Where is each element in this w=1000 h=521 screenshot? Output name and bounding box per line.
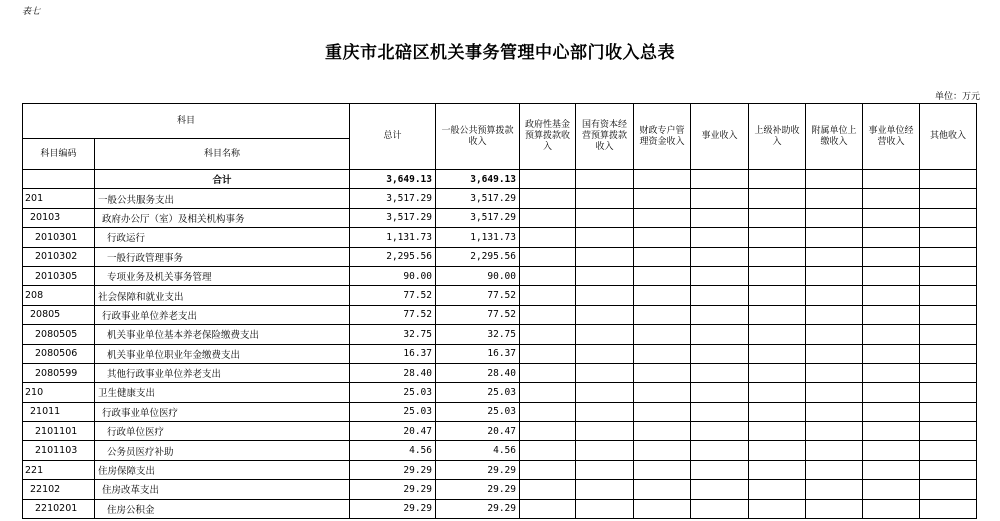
empty-cell	[806, 363, 863, 382]
table-row	[23, 266, 977, 285]
empty-cell	[520, 480, 576, 499]
empty-cell	[806, 228, 863, 247]
empty-cell	[863, 402, 920, 421]
empty-cell	[920, 208, 977, 227]
row-name: 住房保障支出	[95, 460, 350, 479]
row-code: 22102	[23, 480, 95, 499]
empty-cell	[749, 402, 806, 421]
empty-cell	[749, 325, 806, 344]
total-row	[23, 170, 977, 189]
header-fiscal-special: 财政专户管理资金收入	[634, 104, 691, 170]
empty-cell	[920, 422, 977, 441]
header-code: 科目编码	[23, 139, 95, 170]
empty-cell	[634, 460, 691, 479]
row-general-budget: 77.52	[436, 286, 520, 305]
row-general-budget: 1,131.73	[436, 228, 520, 247]
empty-cell	[691, 266, 749, 285]
row-code: 221	[23, 460, 95, 479]
empty-cell	[691, 441, 749, 460]
row-general-budget: 29.29	[436, 460, 520, 479]
row-name: 社会保障和就业支出	[95, 286, 350, 305]
empty-cell	[691, 422, 749, 441]
row-total: 90.00	[350, 266, 436, 285]
empty-cell	[749, 286, 806, 305]
table-row	[23, 325, 977, 344]
empty-cell	[863, 383, 920, 402]
empty-cell	[691, 170, 749, 189]
empty-cell	[806, 460, 863, 479]
empty-cell	[634, 325, 691, 344]
empty-cell	[749, 363, 806, 382]
empty-cell	[576, 422, 634, 441]
empty-cell	[576, 499, 634, 518]
row-code: 21011	[23, 402, 95, 421]
row-general-budget: 2,295.56	[436, 247, 520, 266]
empty-cell	[691, 344, 749, 363]
empty-cell	[691, 499, 749, 518]
empty-cell	[576, 305, 634, 324]
empty-cell	[806, 247, 863, 266]
empty-cell	[863, 499, 920, 518]
row-total: 3,517.29	[350, 208, 436, 227]
empty-cell	[749, 189, 806, 208]
empty-cell	[920, 499, 977, 518]
header-affiliated: 附属单位上缴收入	[806, 104, 863, 170]
empty-cell	[634, 480, 691, 499]
empty-cell	[863, 286, 920, 305]
empty-cell	[749, 170, 806, 189]
header-general-budget: 一般公共预算拨款收入	[436, 104, 520, 170]
empty-cell	[520, 170, 576, 189]
row-code: 208	[23, 286, 95, 305]
empty-cell	[634, 402, 691, 421]
empty-cell	[576, 170, 634, 189]
row-general-budget: 29.29	[436, 499, 520, 518]
empty-cell	[691, 402, 749, 421]
row-code: 2080599	[23, 363, 95, 382]
page-title: 重庆市北碚区机关事务管理中心部门收入总表	[325, 43, 675, 63]
row-name: 住房公积金	[95, 499, 350, 518]
row-name: 政府办公厅（室）及相关机构事务	[95, 208, 350, 227]
row-code: 210	[23, 383, 95, 402]
empty-cell	[920, 441, 977, 460]
empty-cell	[806, 266, 863, 285]
empty-cell	[520, 266, 576, 285]
empty-cell	[806, 208, 863, 227]
empty-cell	[749, 499, 806, 518]
table-row	[23, 460, 977, 479]
row-code: 2080506	[23, 344, 95, 363]
empty-cell	[691, 189, 749, 208]
header-state-capital: 国有资本经营预算拨款收入	[576, 104, 634, 170]
empty-cell	[863, 441, 920, 460]
empty-cell	[634, 286, 691, 305]
total-label: 合计	[95, 170, 350, 189]
row-total: 32.75	[350, 325, 436, 344]
header-subject: 科目	[23, 104, 350, 139]
empty-cell	[920, 189, 977, 208]
table-row	[23, 247, 977, 266]
empty-cell	[691, 325, 749, 344]
empty-cell	[576, 363, 634, 382]
empty-cell	[863, 247, 920, 266]
empty-cell	[749, 441, 806, 460]
empty-cell	[576, 480, 634, 499]
empty-cell	[749, 228, 806, 247]
row-general-budget: 4.56	[436, 441, 520, 460]
empty-cell	[863, 305, 920, 324]
row-name: 其他行政事业单位养老支出	[95, 363, 350, 382]
empty-cell	[920, 228, 977, 247]
row-total: 28.40	[350, 363, 436, 382]
row-code: 201	[23, 189, 95, 208]
total-general-budget: 3,649.13	[436, 170, 520, 189]
empty-cell	[806, 402, 863, 421]
empty-cell	[576, 344, 634, 363]
table-row	[23, 499, 977, 518]
empty-cell	[634, 441, 691, 460]
empty-cell	[749, 422, 806, 441]
empty-cell	[576, 228, 634, 247]
empty-cell	[691, 480, 749, 499]
empty-cell	[863, 189, 920, 208]
header-business: 事业收入	[691, 104, 749, 170]
empty-cell	[520, 460, 576, 479]
row-name: 机关事业单位职业年金缴费支出	[95, 344, 350, 363]
row-name: 公务员医疗补助	[95, 441, 350, 460]
empty-cell	[920, 325, 977, 344]
row-total: 29.29	[350, 460, 436, 479]
row-name: 行政事业单位医疗	[95, 402, 350, 421]
empty-cell	[634, 266, 691, 285]
empty-cell	[920, 383, 977, 402]
empty-cell	[691, 460, 749, 479]
row-total: 3,517.29	[350, 189, 436, 208]
empty-cell	[520, 422, 576, 441]
empty-cell	[520, 208, 576, 227]
empty-cell	[749, 266, 806, 285]
empty-cell	[920, 344, 977, 363]
empty-cell	[634, 247, 691, 266]
unit-label: 单位：万元	[934, 92, 980, 102]
empty-cell	[806, 286, 863, 305]
row-general-budget: 90.00	[436, 266, 520, 285]
empty-cell	[576, 266, 634, 285]
row-code: 2101103	[23, 441, 95, 460]
empty-cell	[806, 441, 863, 460]
empty-cell	[920, 460, 977, 479]
empty-cell	[863, 344, 920, 363]
table-row	[23, 344, 977, 363]
empty-cell	[749, 480, 806, 499]
row-total: 25.03	[350, 383, 436, 402]
empty-cell	[863, 208, 920, 227]
row-general-budget: 29.29	[436, 480, 520, 499]
row-code: 2080505	[23, 325, 95, 344]
row-code: 20805	[23, 305, 95, 324]
row-general-budget: 20.47	[436, 422, 520, 441]
row-name: 住房改革支出	[95, 480, 350, 499]
empty-cell	[806, 480, 863, 499]
empty-cell	[691, 383, 749, 402]
empty-cell	[691, 247, 749, 266]
row-code: 2210201	[23, 499, 95, 518]
table-row	[23, 402, 977, 421]
empty-cell	[920, 266, 977, 285]
row-general-budget: 3,517.29	[436, 208, 520, 227]
empty-cell	[863, 422, 920, 441]
empty-cell	[863, 363, 920, 382]
empty-cell	[520, 325, 576, 344]
row-total: 4.56	[350, 441, 436, 460]
empty-cell	[520, 228, 576, 247]
table-row	[23, 305, 977, 324]
empty-cell	[576, 286, 634, 305]
empty-cell	[520, 286, 576, 305]
empty-cell	[920, 402, 977, 421]
table-row	[23, 208, 977, 227]
row-name: 行政单位医疗	[95, 422, 350, 441]
empty-cell	[520, 344, 576, 363]
empty-cell	[576, 325, 634, 344]
header-name: 科目名称	[95, 139, 350, 170]
row-total: 2,295.56	[350, 247, 436, 266]
row-name: 行政运行	[95, 228, 350, 247]
table-row	[23, 441, 977, 460]
empty-cell	[749, 247, 806, 266]
row-total: 25.03	[350, 402, 436, 421]
row-general-budget: 3,517.29	[436, 189, 520, 208]
table-row	[23, 286, 977, 305]
table-row	[23, 422, 977, 441]
empty-cell	[520, 305, 576, 324]
empty-cell	[520, 247, 576, 266]
empty-cell	[749, 344, 806, 363]
table-number: 表七	[22, 7, 41, 17]
total-code-cell	[23, 170, 95, 189]
empty-cell	[576, 402, 634, 421]
empty-cell	[749, 305, 806, 324]
empty-cell	[806, 383, 863, 402]
empty-cell	[634, 228, 691, 247]
total-total: 3,649.13	[350, 170, 436, 189]
row-general-budget: 32.75	[436, 325, 520, 344]
empty-cell	[634, 305, 691, 324]
empty-cell	[634, 170, 691, 189]
empty-cell	[806, 422, 863, 441]
empty-cell	[576, 189, 634, 208]
empty-cell	[863, 480, 920, 499]
row-code: 2010301	[23, 228, 95, 247]
empty-cell	[634, 363, 691, 382]
empty-cell	[634, 189, 691, 208]
empty-cell	[863, 460, 920, 479]
empty-cell	[920, 247, 977, 266]
row-code: 2010302	[23, 247, 95, 266]
empty-cell	[863, 325, 920, 344]
empty-cell	[863, 170, 920, 189]
empty-cell	[806, 499, 863, 518]
row-total: 77.52	[350, 305, 436, 324]
row-total: 29.29	[350, 499, 436, 518]
empty-cell	[576, 383, 634, 402]
empty-cell	[749, 460, 806, 479]
table-row	[23, 383, 977, 402]
empty-cell	[691, 305, 749, 324]
header-total: 总计	[350, 104, 436, 170]
table-row	[23, 228, 977, 247]
row-total: 1,131.73	[350, 228, 436, 247]
row-name: 一般行政管理事务	[95, 247, 350, 266]
row-name: 专项业务及机关事务管理	[95, 266, 350, 285]
row-total: 16.37	[350, 344, 436, 363]
header-superior-subsidy: 上级补助收入	[749, 104, 806, 170]
empty-cell	[634, 499, 691, 518]
empty-cell	[806, 344, 863, 363]
empty-cell	[920, 480, 977, 499]
empty-cell	[576, 247, 634, 266]
row-general-budget: 16.37	[436, 344, 520, 363]
empty-cell	[749, 383, 806, 402]
row-general-budget: 28.40	[436, 363, 520, 382]
empty-cell	[634, 422, 691, 441]
header-business-ops: 事业单位经营收入	[863, 104, 920, 170]
empty-cell	[806, 170, 863, 189]
revenue-table	[22, 103, 977, 519]
row-code: 20103	[23, 208, 95, 227]
empty-cell	[691, 228, 749, 247]
empty-cell	[920, 170, 977, 189]
empty-cell	[691, 286, 749, 305]
empty-cell	[634, 208, 691, 227]
header-other: 其他收入	[920, 104, 977, 170]
empty-cell	[520, 402, 576, 421]
empty-cell	[863, 228, 920, 247]
header-gov-fund: 政府性基金预算拨款收入	[520, 104, 576, 170]
empty-cell	[576, 441, 634, 460]
empty-cell	[863, 266, 920, 285]
row-name: 一般公共服务支出	[95, 189, 350, 208]
row-total: 77.52	[350, 286, 436, 305]
empty-cell	[920, 363, 977, 382]
empty-cell	[520, 383, 576, 402]
table-row	[23, 363, 977, 382]
empty-cell	[920, 286, 977, 305]
empty-cell	[691, 363, 749, 382]
row-name: 机关事业单位基本养老保险缴费支出	[95, 325, 350, 344]
row-name: 卫生健康支出	[95, 383, 350, 402]
row-general-budget: 25.03	[436, 383, 520, 402]
empty-cell	[634, 344, 691, 363]
table-row	[23, 189, 977, 208]
empty-cell	[576, 208, 634, 227]
empty-cell	[691, 208, 749, 227]
empty-cell	[520, 441, 576, 460]
row-total: 20.47	[350, 422, 436, 441]
empty-cell	[806, 189, 863, 208]
empty-cell	[520, 499, 576, 518]
row-general-budget: 25.03	[436, 402, 520, 421]
row-total: 29.29	[350, 480, 436, 499]
row-general-budget: 77.52	[436, 305, 520, 324]
empty-cell	[576, 460, 634, 479]
empty-cell	[520, 189, 576, 208]
empty-cell	[520, 363, 576, 382]
row-name: 行政事业单位养老支出	[95, 305, 350, 324]
table-row	[23, 480, 977, 499]
row-code: 2010305	[23, 266, 95, 285]
empty-cell	[806, 305, 863, 324]
empty-cell	[749, 208, 806, 227]
empty-cell	[634, 383, 691, 402]
empty-cell	[920, 305, 977, 324]
empty-cell	[806, 325, 863, 344]
row-code: 2101101	[23, 422, 95, 441]
